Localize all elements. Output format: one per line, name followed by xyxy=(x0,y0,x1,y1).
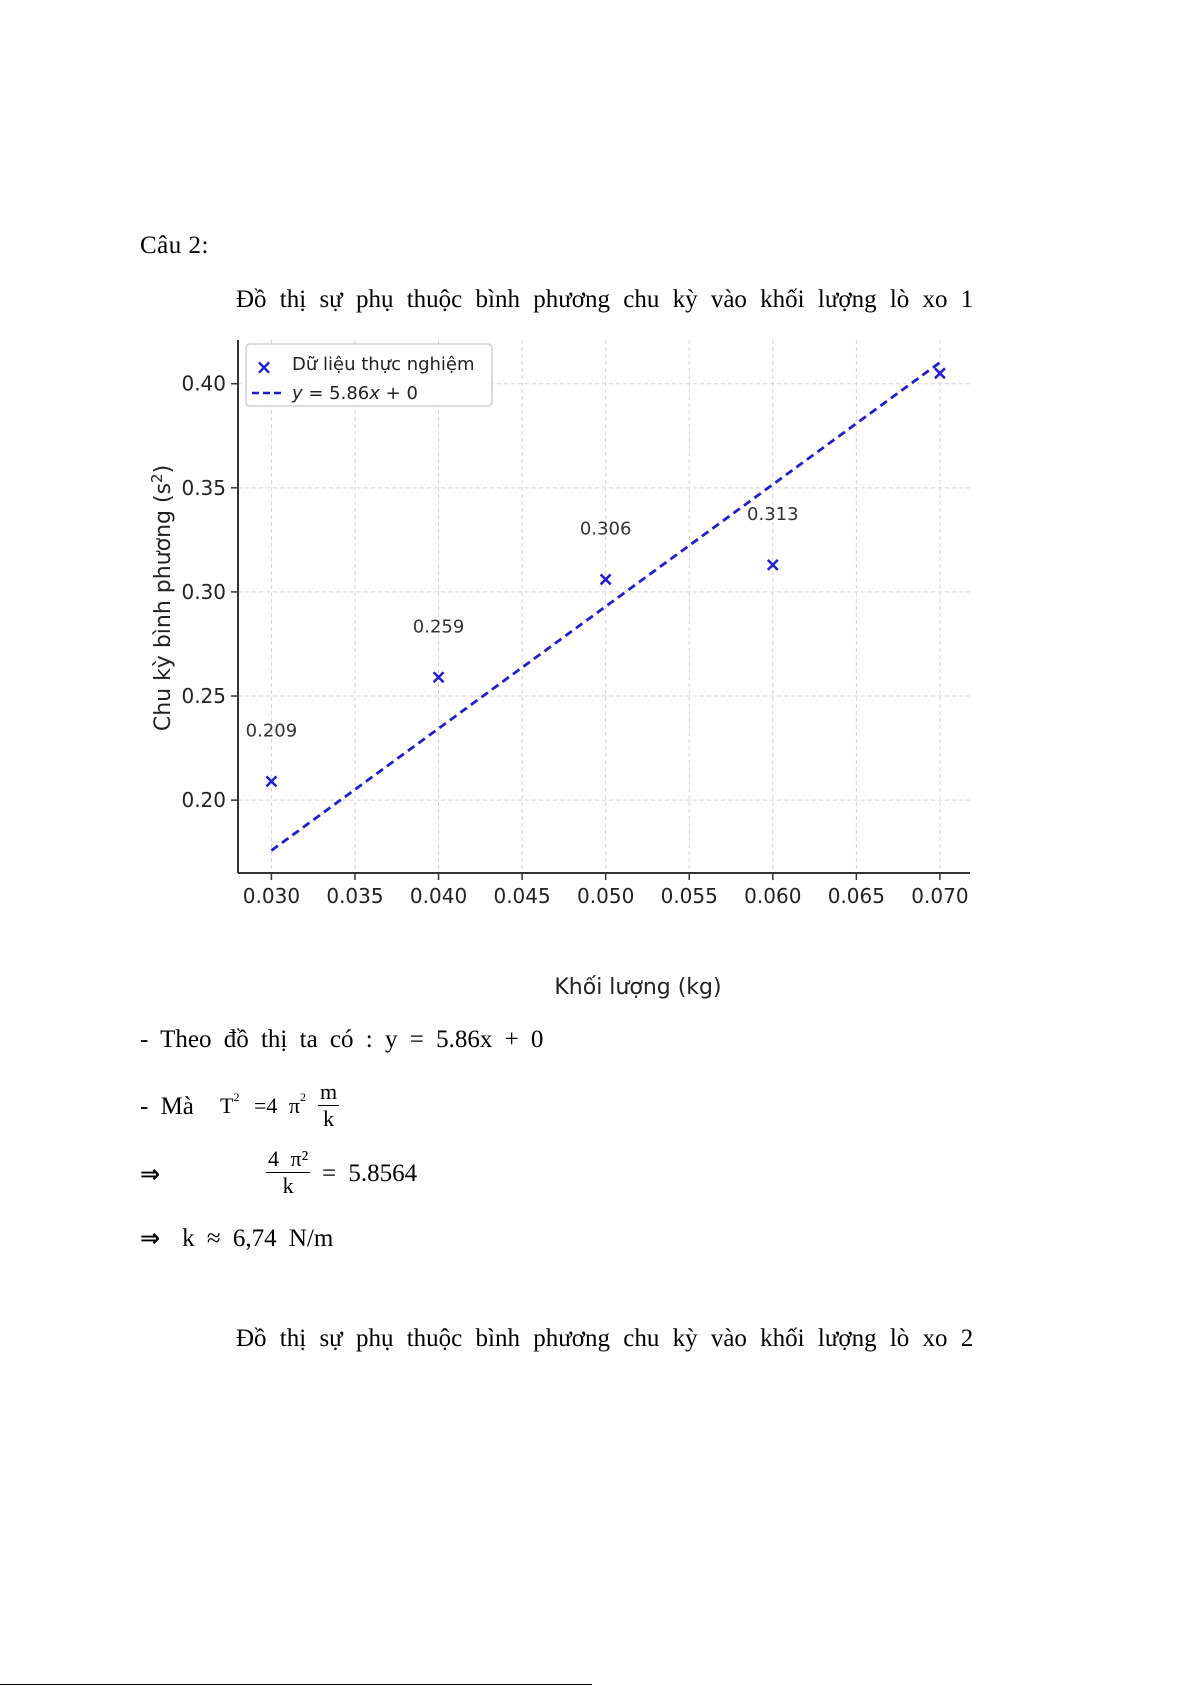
equation-line-4 xyxy=(140,1224,333,1253)
x-tick-label: 0.060 xyxy=(744,884,802,908)
data-point-label: 0.209 xyxy=(245,720,298,742)
data-points-group xyxy=(246,368,945,786)
period-squared-vs-mass-chart xyxy=(140,328,1050,1008)
x-axis-ticks xyxy=(243,873,969,908)
legend-label-data: Dữ liệu thực nghiệm xyxy=(292,354,475,375)
graph-caption-spring-2: Đồ thị sự phụ thuộc bình phương chu kỳ vào khối lượng lò xo 2 xyxy=(236,1325,974,1352)
y-tick-label: 0.40 xyxy=(181,371,226,396)
data-point-label: 0.313 xyxy=(747,503,799,525)
x-tick-label: 0.040 xyxy=(409,884,468,908)
x-tick-label: 0.070 xyxy=(911,884,969,908)
implies-arrow-icon: ⇒ xyxy=(140,1224,161,1252)
x-tick-label: 0.030 xyxy=(242,884,301,908)
chart-legend xyxy=(246,344,492,406)
equation-rhs: =4 $\pi^2$ xyxy=(254,1090,307,1118)
graph-caption-spring-1: Đồ thị sự phụ thuộc bình phương chu kỳ vào khối lượng lò xo 1 xyxy=(236,286,974,313)
legend-label-fit: y = 5.86x + 0 xyxy=(292,383,418,404)
x-axis-label: Khối lượng (kg) xyxy=(554,975,722,1000)
x-tick-label: 0.055 xyxy=(660,884,718,908)
data-point-marker xyxy=(601,574,611,584)
y-tick-label: 0.35 xyxy=(181,475,226,500)
x-tick-label: 0.045 xyxy=(493,884,551,908)
period-symbol: $T^2$ xyxy=(220,1090,240,1118)
data-point-label: 0.306 xyxy=(579,518,632,540)
y-tick-label: 0.20 xyxy=(181,788,226,813)
implies-arrow-icon: ⇒ xyxy=(140,1160,161,1188)
x-tick-label: 0.035 xyxy=(326,884,384,908)
y-tick-label: 0.30 xyxy=(181,579,226,604)
x-tick-label: 0.050 xyxy=(577,884,635,908)
question-heading: Câu 2: xyxy=(140,232,209,259)
legend-marker-x: × xyxy=(255,355,273,379)
x-tick-label: 0.065 xyxy=(827,884,885,908)
data-point-label: 0.259 xyxy=(412,616,465,638)
y-axis-ticks xyxy=(181,372,238,812)
fraction-m-over-k: $\frac{m}{k}$ xyxy=(320,1079,338,1131)
equation-line-1: - Theo đồ thị ta có : y = 5.86x + 0 xyxy=(140,1026,544,1053)
data-point-marker xyxy=(768,560,778,570)
equation-prefix: - Mà xyxy=(140,1093,194,1120)
equation-line-2 xyxy=(140,1079,338,1131)
fraction-4pi2-over-k: $\frac{\text{4 π²}}{k}$ xyxy=(268,1146,309,1198)
equation-result: = 5.8564 xyxy=(322,1160,418,1187)
spring-constant-result: k ≈ 6,74 N/m xyxy=(182,1225,334,1252)
y-axis-label: Chu kỳ bình phương $(s^2)$ xyxy=(148,464,176,732)
y-tick-label: 0.25 xyxy=(181,684,226,709)
data-point-marker xyxy=(434,672,444,682)
